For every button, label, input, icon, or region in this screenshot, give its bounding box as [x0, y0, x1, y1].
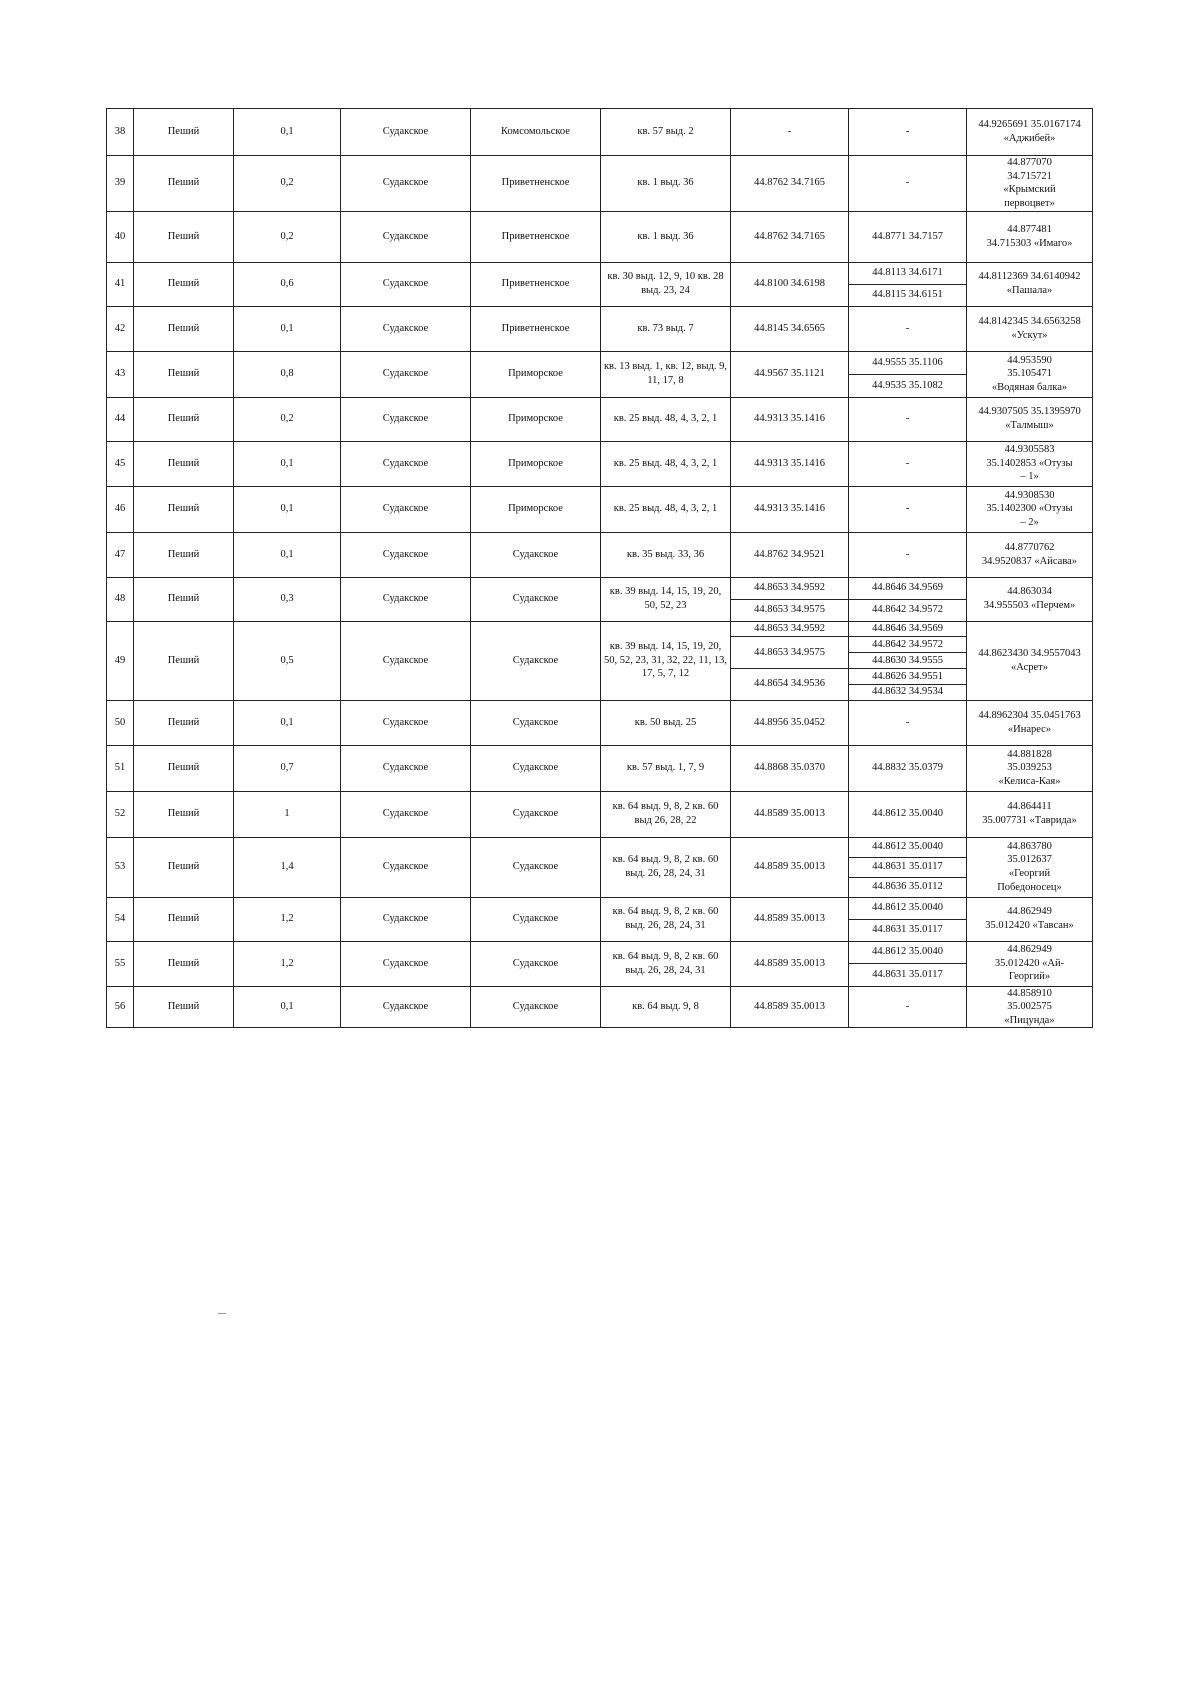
row-number: 41	[107, 262, 134, 306]
start-point-coords: -	[731, 109, 849, 156]
route-type: Пеший	[134, 621, 234, 700]
forestry-district: Судакское	[341, 351, 471, 397]
forestry-section: Приветненское	[471, 156, 601, 212]
forestry-district: Судакское	[341, 262, 471, 306]
start-point-coords: 44.8762 34.7165	[731, 211, 849, 262]
start-point-coords: 44.9313 35.1416	[731, 441, 849, 486]
route-point-coords: 44.8631 35.0117	[849, 857, 967, 877]
route-length: 0,1	[234, 986, 341, 1028]
cell-line: – 1»	[1020, 471, 1039, 483]
cell-line: «Инарес»	[1007, 723, 1052, 735]
forestry-district: Судакское	[341, 486, 471, 532]
cell-line: 44.877070	[1007, 157, 1052, 168]
quarter-allotment: кв. 64 выд. 9, 8, 2 кв. 60 выд. 26, 28, 24, 31	[601, 941, 731, 986]
table-row	[107, 397, 1093, 441]
start-point-coords: 44.8589 35.0013	[731, 941, 849, 986]
table-row	[107, 109, 1093, 156]
cell-line: Георгий»	[1008, 971, 1051, 983]
start-point-coords: 44.8653 34.9592	[731, 621, 849, 637]
table-row	[107, 897, 1093, 919]
start-point-coords: 44.8956 35.0452	[731, 700, 849, 745]
route-length: 0,1	[234, 700, 341, 745]
row-number: 43	[107, 351, 134, 397]
forestry-district: Судакское	[341, 986, 471, 1028]
quarter-allotment: кв. 1 выд. 36	[601, 156, 731, 212]
table-row	[107, 700, 1093, 745]
object-coords-name	[967, 577, 1093, 621]
route-point-coords: 44.8771 34.7157	[849, 211, 967, 262]
forestry-section: Приветненское	[471, 306, 601, 351]
route-length: 1,2	[234, 941, 341, 986]
cell-line: 44.8623430 34.9557043	[978, 647, 1081, 659]
cell-line: 34.715721	[1007, 170, 1052, 182]
cell-line: 44.862949	[1007, 906, 1052, 918]
row-number: 54	[107, 897, 134, 941]
cell-line: 44.858910	[1007, 987, 1052, 999]
cell-line: 44.953590	[1007, 354, 1052, 366]
route-type: Пеший	[134, 897, 234, 941]
start-point-coords: 44.9313 35.1416	[731, 486, 849, 532]
cell-line: 35.1402853 «Отузы	[986, 457, 1073, 469]
forestry-section: Приморское	[471, 351, 601, 397]
forestry-section: Приветненское	[471, 211, 601, 262]
table-row	[107, 837, 1093, 857]
forestry-section: Приморское	[471, 397, 601, 441]
route-type: Пеший	[134, 791, 234, 837]
route-point-coords: -	[849, 486, 967, 532]
route-point-coords: 44.8612 35.0040	[849, 791, 967, 837]
scan-mark	[218, 1313, 226, 1314]
cell-line: 34.715303 «Имаго»	[986, 237, 1073, 249]
route-type: Пеший	[134, 486, 234, 532]
quarter-allotment: кв. 73 выд. 7	[601, 306, 731, 351]
cell-line: 44.8770762	[1004, 541, 1055, 553]
route-point-coords: 44.8612 35.0040	[849, 941, 967, 964]
route-point-coords: 44.8832 35.0379	[849, 745, 967, 791]
quarter-allotment: кв. 39 выд. 14, 15, 19, 20, 50, 52, 23	[601, 577, 731, 621]
object-coords-name	[967, 486, 1093, 532]
table-row	[107, 577, 1093, 599]
table-row	[107, 941, 1093, 964]
route-point-coords: 44.8115 34.6151	[849, 284, 967, 306]
start-point-coords: 44.8589 35.0013	[731, 897, 849, 941]
object-coords-name	[967, 791, 1093, 837]
cell-line: 35.012637	[1007, 854, 1052, 866]
table-row	[107, 791, 1093, 837]
route-length: 0,6	[234, 262, 341, 306]
forestry-district: Судакское	[341, 837, 471, 897]
cell-line: «Асрет»	[1011, 661, 1048, 673]
route-type: Пеший	[134, 306, 234, 351]
route-type: Пеший	[134, 941, 234, 986]
start-point-coords: 44.8100 34.6198	[731, 262, 849, 306]
quarter-allotment: кв. 64 выд. 9, 8, 2 кв. 60 выд. 26, 28, 24, 31	[601, 897, 731, 941]
object-coords-name	[967, 306, 1093, 351]
forestry-section: Судакское	[471, 621, 601, 700]
object-coords-name	[967, 156, 1093, 212]
quarter-allotment: кв. 39 выд. 14, 15, 19, 20, 50, 52, 23, 31, 32, 22, 11, 13, 17, 5, 7, 12	[601, 621, 731, 700]
route-type: Пеший	[134, 441, 234, 486]
route-point-coords: -	[849, 700, 967, 745]
cell-line: «Георгий	[1008, 868, 1051, 880]
forestry-section: Судакское	[471, 897, 601, 941]
forestry-section: Судакское	[471, 577, 601, 621]
forestry-section: Приморское	[471, 486, 601, 532]
object-coords-name	[967, 262, 1093, 306]
forestry-district: Судакское	[341, 211, 471, 262]
row-number: 47	[107, 532, 134, 577]
route-point-coords: -	[849, 156, 967, 212]
row-number: 44	[107, 397, 134, 441]
row-number: 50	[107, 700, 134, 745]
cell-line: «Ускут»	[1011, 329, 1048, 341]
cell-line: 35.012420 «Тавсан»	[985, 920, 1074, 932]
quarter-allotment: кв. 64 выд. 9, 8, 2 кв. 60 выд 26, 28, 22	[601, 791, 731, 837]
cell-line: 44.9308530	[1004, 489, 1055, 501]
object-coords-name	[967, 941, 1093, 986]
row-number: 53	[107, 837, 134, 897]
table-row	[107, 441, 1093, 486]
route-point-coords: -	[849, 441, 967, 486]
row-number: 40	[107, 211, 134, 262]
forestry-section: Судакское	[471, 700, 601, 745]
start-point-coords: 44.9567 35.1121	[731, 351, 849, 397]
cell-line: 44.8112369 34.6140942	[978, 271, 1081, 283]
cell-line: – 2»	[1020, 516, 1039, 528]
quarter-allotment: кв. 57 выд. 2	[601, 109, 731, 156]
row-number: 39	[107, 156, 134, 212]
cell-line: 34.9520837 «Айсава»	[981, 555, 1078, 567]
cell-line: 44.881828	[1007, 748, 1052, 760]
object-coords-name	[967, 351, 1093, 397]
cell-line: 44.9305583	[1004, 444, 1055, 456]
route-point-coords: 44.8630 34.9555	[849, 653, 967, 669]
route-length: 0,2	[234, 156, 341, 212]
route-point-coords: -	[849, 109, 967, 156]
route-length: 1	[234, 791, 341, 837]
cell-line: 35.012420 «Ай-	[994, 957, 1065, 969]
forestry-section: Судакское	[471, 837, 601, 897]
forestry-section: Судакское	[471, 986, 601, 1028]
route-point-coords: 44.8626 34.9551	[849, 668, 967, 684]
table-row	[107, 306, 1093, 351]
route-type: Пеший	[134, 397, 234, 441]
row-number: 45	[107, 441, 134, 486]
forestry-section: Приморское	[471, 441, 601, 486]
forestry-section: Приветненское	[471, 262, 601, 306]
route-point-coords: 44.8646 34.9569	[849, 577, 967, 599]
routes-table-body	[107, 109, 1093, 1028]
table-row	[107, 262, 1093, 284]
cell-line: «Пашала»	[1006, 285, 1053, 297]
object-coords-name	[967, 700, 1093, 745]
cell-line: 35.039253	[1007, 762, 1052, 774]
forestry-district: Судакское	[341, 791, 471, 837]
table-row	[107, 156, 1093, 212]
cell-line: 44.877481	[1007, 223, 1052, 235]
forestry-district: Судакское	[341, 897, 471, 941]
cell-line: 44.864411	[1007, 801, 1052, 813]
object-coords-name	[967, 621, 1093, 700]
route-length: 1,2	[234, 897, 341, 941]
forestry-district: Судакское	[341, 109, 471, 156]
table-row	[107, 986, 1093, 1028]
start-point-coords: 44.8145 34.6565	[731, 306, 849, 351]
route-point-coords: 44.8612 35.0040	[849, 837, 967, 857]
route-length: 0,2	[234, 211, 341, 262]
cell-line: 35.002575	[1007, 1001, 1052, 1013]
route-point-coords: 44.8642 34.9572	[849, 599, 967, 621]
forestry-section: Судакское	[471, 941, 601, 986]
forestry-district: Судакское	[341, 941, 471, 986]
route-type: Пеший	[134, 700, 234, 745]
route-type: Пеший	[134, 986, 234, 1028]
route-length: 0,2	[234, 397, 341, 441]
quarter-allotment: кв. 1 выд. 36	[601, 211, 731, 262]
object-coords-name	[967, 837, 1093, 897]
cell-line: 44.8142345 34.6563258	[978, 315, 1081, 327]
table-row	[107, 532, 1093, 577]
start-point-coords: 44.8762 34.9521	[731, 532, 849, 577]
route-point-coords: 44.9535 35.1082	[849, 374, 967, 397]
route-point-coords: 44.8636 35.0112	[849, 877, 967, 897]
row-number: 42	[107, 306, 134, 351]
route-type: Пеший	[134, 109, 234, 156]
start-point-coords: 44.8589 35.0013	[731, 791, 849, 837]
route-point-coords: 44.8646 34.9569	[849, 621, 967, 637]
object-coords-name	[967, 109, 1093, 156]
forestry-section: Судакское	[471, 791, 601, 837]
start-point-coords: 44.8653 34.9575	[731, 637, 849, 669]
cell-line: «Водяная балка»	[991, 381, 1068, 393]
cell-line: 35.105471	[1007, 368, 1052, 380]
table-row	[107, 351, 1093, 374]
cell-line: 44.9265691 35.0167174	[978, 119, 1081, 131]
row-number: 48	[107, 577, 134, 621]
cell-line: 44.863780	[1007, 840, 1052, 852]
start-point-coords: 44.8654 34.9536	[731, 668, 849, 700]
route-type: Пеший	[134, 211, 234, 262]
route-length: 0,1	[234, 532, 341, 577]
table-row	[107, 211, 1093, 262]
cell-line: первоцвет»	[1004, 197, 1055, 209]
route-point-coords: 44.8642 34.9572	[849, 637, 967, 653]
row-number: 51	[107, 745, 134, 791]
forestry-district: Судакское	[341, 306, 471, 351]
route-length: 0,8	[234, 351, 341, 397]
cell-line: «Келиса-Кая»	[998, 775, 1061, 787]
cell-line: 35.1402300 «Отузы	[986, 503, 1073, 515]
quarter-allotment: кв. 57 выд. 1, 7, 9	[601, 745, 731, 791]
route-length: 0,5	[234, 621, 341, 700]
route-point-coords: -	[849, 397, 967, 441]
table-row	[107, 486, 1093, 532]
object-coords-name	[967, 986, 1093, 1028]
quarter-allotment: кв. 30 выд. 12, 9, 10 кв. 28 выд. 23, 24	[601, 262, 731, 306]
route-point-coords: -	[849, 306, 967, 351]
row-number: 55	[107, 941, 134, 986]
quarter-allotment: кв. 64 выд. 9, 8, 2 кв. 60 выд. 26, 28, 24, 31	[601, 837, 731, 897]
route-point-coords: 44.8632 34.9534	[849, 684, 967, 700]
forestry-district: Судакское	[341, 156, 471, 212]
route-type: Пеший	[134, 577, 234, 621]
object-coords-name	[967, 532, 1093, 577]
row-number: 56	[107, 986, 134, 1028]
start-point-coords: 44.8653 34.9575	[731, 599, 849, 621]
route-point-coords: -	[849, 532, 967, 577]
row-number: 49	[107, 621, 134, 700]
cell-line: 44.9307505 35.1395970	[978, 406, 1081, 418]
forestry-section: Комсомольское	[471, 109, 601, 156]
route-length: 0,1	[234, 486, 341, 532]
forestry-district: Судакское	[341, 745, 471, 791]
start-point-coords: 44.8868 35.0370	[731, 745, 849, 791]
row-number: 46	[107, 486, 134, 532]
route-type: Пеший	[134, 532, 234, 577]
cell-line: 44.8962304 35.0451763	[978, 709, 1081, 721]
quarter-allotment: кв. 50 выд. 25	[601, 700, 731, 745]
cell-line: «Аджибей»	[1003, 133, 1056, 144]
route-point-coords: 44.8612 35.0040	[849, 897, 967, 919]
start-point-coords: 44.8653 34.9592	[731, 577, 849, 599]
quarter-allotment: кв. 25 выд. 48, 4, 3, 2, 1	[601, 441, 731, 486]
route-point-coords: 44.8631 35.0117	[849, 964, 967, 987]
object-coords-name	[967, 211, 1093, 262]
table-row	[107, 621, 1093, 637]
route-length: 0,1	[234, 306, 341, 351]
start-point-coords: 44.8589 35.0013	[731, 986, 849, 1028]
routes-table	[106, 108, 1093, 1028]
route-point-coords: 44.9555 35.1106	[849, 351, 967, 374]
quarter-allotment: кв. 25 выд. 48, 4, 3, 2, 1	[601, 397, 731, 441]
route-type: Пеший	[134, 837, 234, 897]
object-coords-name	[967, 397, 1093, 441]
forestry-district: Судакское	[341, 577, 471, 621]
route-point-coords: 44.8631 35.0117	[849, 919, 967, 941]
cell-line: 44.863034	[1007, 586, 1052, 598]
cell-line: 44.862949	[1007, 944, 1052, 956]
table-row	[107, 745, 1093, 791]
cell-line: «Талмыш»	[1005, 420, 1054, 432]
quarter-allotment: кв. 13 выд. 1, кв. 12, выд. 9, 11, 17, 8	[601, 351, 731, 397]
route-point-coords: -	[849, 986, 967, 1028]
route-length: 0,1	[234, 441, 341, 486]
cell-line: Победоносец»	[997, 881, 1062, 893]
forestry-section: Судакское	[471, 745, 601, 791]
route-type: Пеший	[134, 351, 234, 397]
route-point-coords: 44.8113 34.6171	[849, 262, 967, 284]
start-point-coords: 44.9313 35.1416	[731, 397, 849, 441]
forestry-district: Судакское	[341, 621, 471, 700]
object-coords-name	[967, 441, 1093, 486]
forestry-district: Судакское	[341, 700, 471, 745]
route-type: Пеший	[134, 745, 234, 791]
row-number: 52	[107, 791, 134, 837]
route-type: Пеший	[134, 262, 234, 306]
forestry-section: Судакское	[471, 532, 601, 577]
forestry-district: Судакское	[341, 532, 471, 577]
row-number: 38	[107, 109, 134, 156]
cell-line: «Пицунда»	[1004, 1014, 1055, 1026]
start-point-coords: 44.8589 35.0013	[731, 837, 849, 897]
object-coords-name	[967, 897, 1093, 941]
object-coords-name	[967, 745, 1093, 791]
route-type: Пеший	[134, 156, 234, 212]
route-length: 0,3	[234, 577, 341, 621]
forestry-district: Судакское	[341, 441, 471, 486]
cell-line: 34.955503 «Перчем»	[983, 600, 1076, 612]
quarter-allotment: кв. 25 выд. 48, 4, 3, 2, 1	[601, 486, 731, 532]
quarter-allotment: кв. 35 выд. 33, 36	[601, 532, 731, 577]
cell-line: «Крымский	[1003, 184, 1056, 196]
start-point-coords: 44.8762 34.7165	[731, 156, 849, 212]
route-length: 1,4	[234, 837, 341, 897]
route-length: 0,7	[234, 745, 341, 791]
quarter-allotment: кв. 64 выд. 9, 8	[601, 986, 731, 1028]
cell-line: 35.007731 «Таврида»	[982, 815, 1077, 827]
route-length: 0,1	[234, 109, 341, 156]
forestry-district: Судакское	[341, 397, 471, 441]
